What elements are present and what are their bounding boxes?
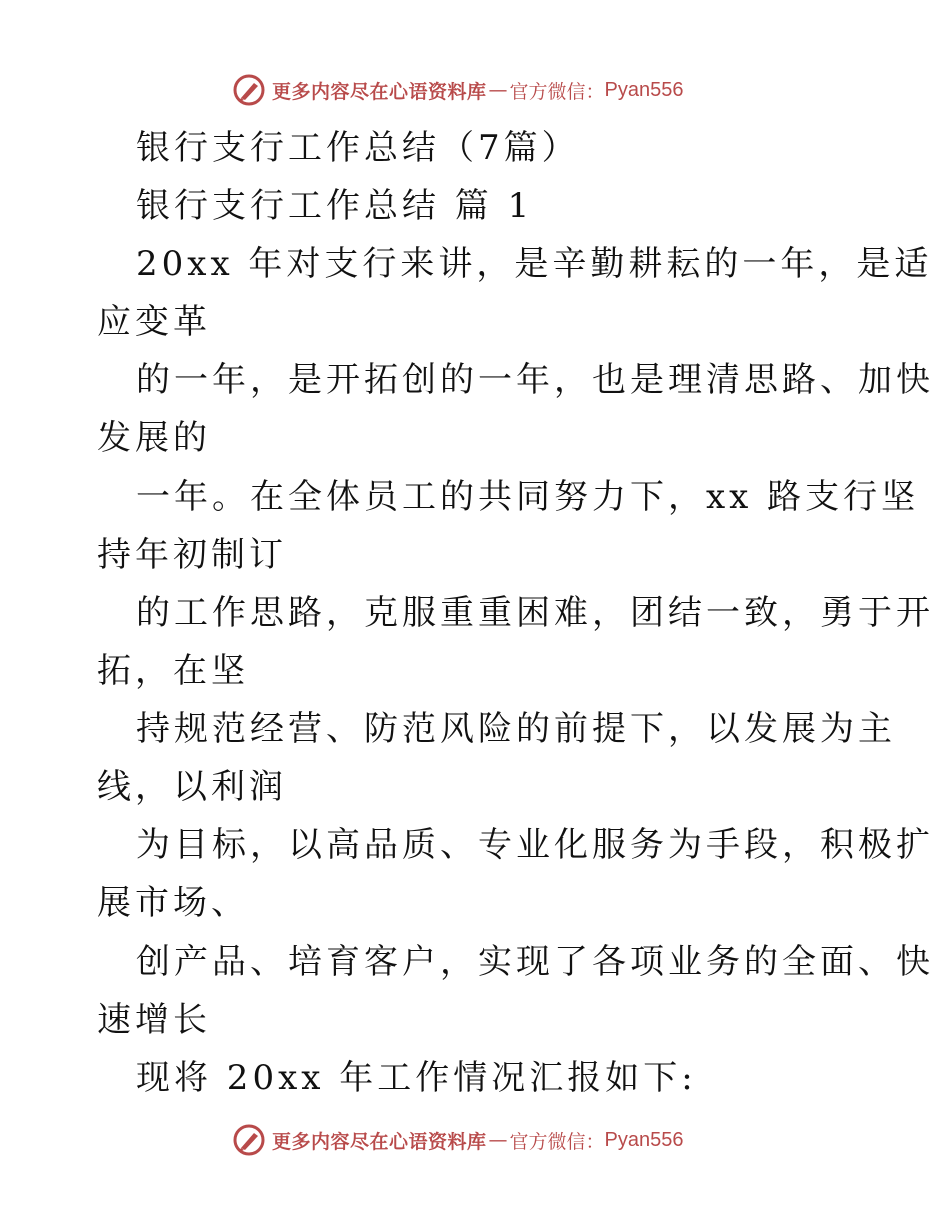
- pen-logo-icon: [232, 73, 266, 107]
- document-title: 银行支行工作总结（7篇）: [136, 128, 580, 168]
- body-line: 发展的: [97, 418, 211, 458]
- body-line: 的一年，是开拓创的一年，也是理清思路、加快: [136, 360, 934, 400]
- banner-separator: —: [488, 79, 508, 101]
- banner-separator: —: [488, 1129, 508, 1151]
- body-line: 一年。在全体员工的共同努力下，xx 路支行坚: [136, 477, 920, 517]
- body-line: 展市场、: [97, 883, 249, 923]
- body-line: 为目标，以高品质、专业化服务为手段，积极扩: [136, 825, 934, 865]
- body-line: 持年初制订: [97, 535, 287, 575]
- banner-wechat-id: Pyan556: [604, 1128, 684, 1151]
- banner-text: 更多内容尽在心语资料库: [272, 80, 487, 103]
- banner-wechat-id: Pyan556: [604, 78, 684, 101]
- body-line: 拓，在坚: [97, 651, 249, 691]
- section-heading: 银行支行工作总结 篇 1: [136, 186, 534, 226]
- body-line: 创产品、培育客户，实现了各项业务的全面、快: [136, 942, 934, 982]
- banner-text: 更多内容尽在心语资料库: [272, 1130, 487, 1153]
- body-line: 速增长: [97, 1000, 211, 1040]
- body-line: 20xx 年对支行来讲，是辛勤耕耘的一年，是适: [136, 244, 933, 284]
- pen-logo-icon: [232, 1123, 266, 1157]
- body-line: 应变革: [97, 302, 211, 342]
- header-banner: [232, 70, 684, 110]
- body-line: 持规范经营、防范风险的前提下，以发展为主: [136, 709, 896, 749]
- banner-label: 官方微信：: [509, 80, 605, 103]
- footer-banner: [232, 1120, 684, 1160]
- body-line: 线，以利润: [97, 767, 287, 807]
- body-line: 现将 20xx 年工作情况汇报如下:: [136, 1058, 697, 1098]
- banner-label: 官方微信：: [509, 1130, 605, 1153]
- body-line: 的工作思路，克服重重困难，团结一致，勇于开: [136, 593, 934, 633]
